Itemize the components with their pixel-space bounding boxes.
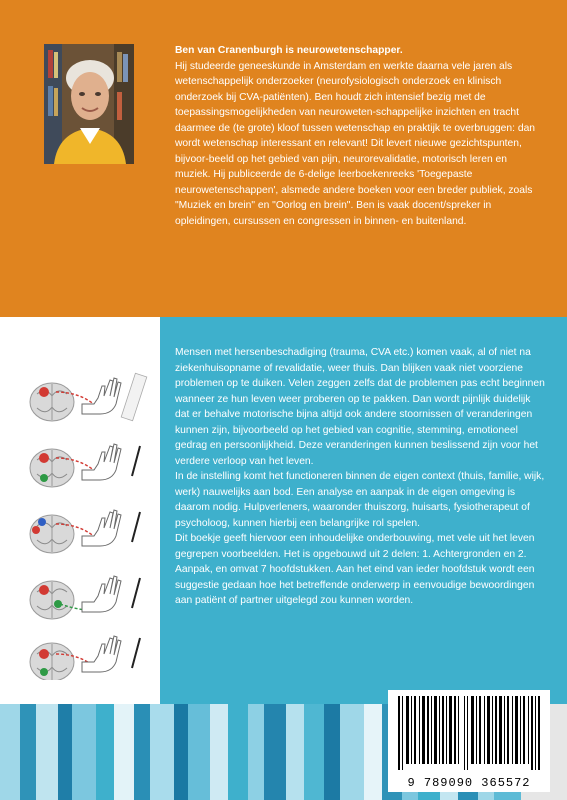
author-panel xyxy=(0,0,567,317)
description-text xyxy=(175,345,545,609)
author-bio xyxy=(175,43,545,229)
figure-4 xyxy=(30,576,140,619)
barcode-bars xyxy=(398,696,540,770)
description-paragraph: Mensen met hersenbeschadiging (trauma, CVA etc.) komen vaak, al of niet na ziekenhuisopname of revalidatie, weer thuis. Dan blijken vaak niet voorziene problemen op te duiken. Velen zeggen zelfs dat de problemen pas echt beginnen wanneer ze hun leven weer proberen op te pakken. Dan wordt pijnlijk duidelijk dat er behalve motorische bijna altijd ook andere stoornissen of veranderingen kunnen zijn, bijvoorbeeld op het gebied van cognitie, stemming, emotioneel gedrag en persoonlijkheid. Deze veranderingen kunnen beslissend zijn voor het verdere verloop van het leven. xyxy=(175,347,545,467)
figure-1 xyxy=(30,373,147,421)
description-paragraph: In de instelling komt het functioneren binnen de eigen context (thuis, familie, wijk, werk) nauwelijks aan bod. Een analyse en aanpak in de eigen omgeving is daarom nodig. Hulpverleners, waaronder thuiszorg, huisarts, fysiotherapeut of psycholoog, kunnen hierbij een belangrijke rol spelen. xyxy=(175,471,545,529)
figure-5 xyxy=(30,636,140,680)
isbn-number: 9 789090 365572 xyxy=(407,776,531,790)
author-photo xyxy=(44,44,134,164)
figure-3 xyxy=(30,510,140,553)
author-heading: Ben van Cranenburgh is neurowetenschapper. xyxy=(175,45,403,56)
author-bio-text: Hij studeerde geneeskunde in Amsterdam en werkte daarna vele jaren als wetenschappelijk onderzoeker (neurofysiologisch onderzoek en klinisch onderzoek bij CVA-patiënten). Ben houdt zich intensief bezig met de toepassingsmogelijkheden van neuroweten-schappelijke inzichten en tracht daarmee de (te grote) kloof tussen wetenschap en praktijk te overbruggen: dan wordt wetenschap interessant en relevant! Dit levert nieuwe gezichtspunten, bijvoor-beeld op het gebied van pijn, neurorevalidatie, motorisch leren en muziek. Hij publiceerde de 6-delige leerboekenreeks 'Toegepaste neurowetenschappen', alsmede andere boeken voor een breder publiek, zoals "Muziek en brein" en "Oorlog en brein". Ben is vaak docent/spreker in opleidingen, cursussen en congressen in binnen- en buitenland. xyxy=(175,60,536,227)
barcode xyxy=(388,690,550,792)
brain-hand-illustrations xyxy=(0,370,160,680)
description-paragraph: Dit boekje geeft hiervoor een inhoudelijke onderbouwing, met vele uit het leven gegrepen voorbeelden. Het is opgebouwd uit 2 delen: 1. Achtergronden en 2. Aanpak, en omvat 7 hoofdstukken. Aan het eind van ieder hoofdstuk wordt een suggestie gedaan hoe het betreffende onderwerp in eenvoudige bewoordingen aan patiënt of partner uitgelegd zou kunnen worden. xyxy=(175,533,535,606)
figure-2 xyxy=(30,444,140,487)
